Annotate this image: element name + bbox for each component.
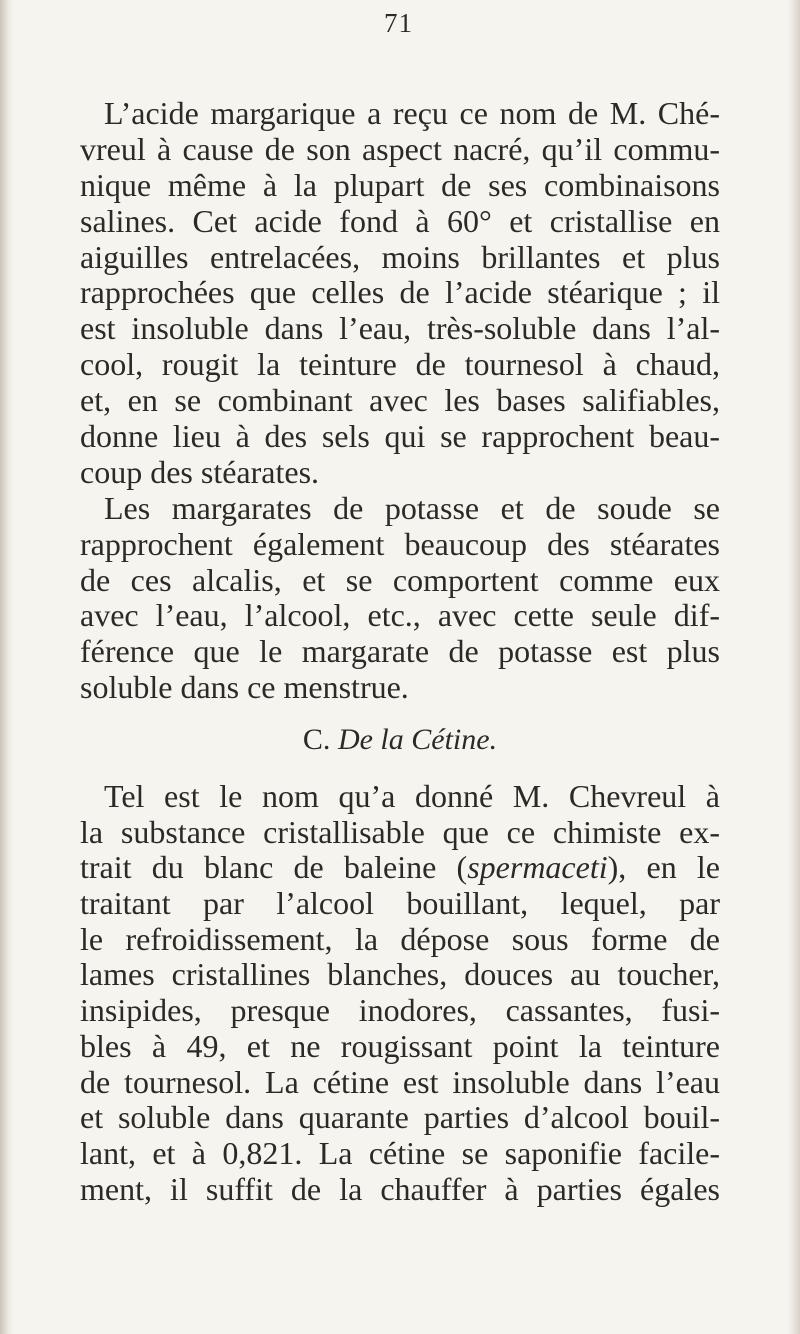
paragraph-3-line: lames cristallines blanches, douces au toucher,: [80, 957, 720, 993]
paragraph-1-line: rapprochées que celles de l’acide stéarique ; il: [80, 275, 720, 311]
paragraph-3-line: bles à 49, et ne rougissant point la teinture: [80, 1028, 720, 1064]
paragraph-1-line: coup des stéarates.: [80, 454, 320, 490]
paragraph-3-line: Tel est le nom qu’a donné M. Chevreul à: [104, 779, 720, 814]
paragraph-1-line: nique même à la plupart de ses combinaisons: [80, 167, 720, 203]
paragraph-1-line: donne lieu à des sels qui se rapprochent beau-: [80, 419, 720, 455]
latin-term: spermaceti: [467, 850, 608, 886]
paragraph-3-line: insipides, presque inodores, cassantes, fusi-: [80, 993, 720, 1029]
body-text-bottom: [80, 779, 720, 1207]
section-letter: C.: [302, 723, 331, 756]
paragraph-2-line: avec l’eau, l’alcool, etc., avec cette seule dif-: [80, 598, 720, 634]
page-number: 71: [384, 8, 413, 38]
paragraph-3-line: le refroidissement, la dépose sous forme de: [80, 921, 720, 957]
paragraph-1-line: vreul à cause de son aspect nacré, qu’il commu-: [80, 131, 720, 167]
paragraph-2-line: rapprochent également beaucoup des stéarates: [80, 526, 720, 562]
paragraph-1-line: est insoluble dans l’eau, très-soluble dans l’al-: [80, 311, 720, 347]
paragraph-2-line: Les margarates de potasse et de soude se: [104, 490, 720, 526]
paragraph-1-line: et, en se combinant avec les bases salifiables,: [80, 383, 720, 419]
line-text: trait du blanc de baleine (: [80, 850, 468, 886]
page-binding-shadow: [0, 0, 14, 1334]
paragraph-1-line: cool, rougit la teinture de tournesol à chaud,: [80, 347, 720, 383]
body-text-top: [80, 96, 720, 706]
paragraph-2-line: soluble dans ce menstrue.: [80, 670, 409, 706]
paragraph-3-line: traitant par l’alcool bouillant, lequel, par: [80, 886, 720, 922]
paragraph-3-line: la substance cristallisable que ce chimiste ex-: [80, 814, 720, 850]
paragraph-3-line: et soluble dans quarante parties d’alcool bouil-: [80, 1100, 720, 1136]
paragraph-1-line: aiguilles entrelacées, moins brillantes et plus: [80, 239, 720, 275]
line-text: ), en le: [607, 850, 720, 886]
paragraph-3-line: de tournesol. La cétine est insoluble dans l’eau: [80, 1064, 720, 1100]
paragraph-1-line: salines. Cet acide fond à 60° et cristallise en: [80, 203, 720, 239]
paragraph-3-line: ment, il suffit de la chauffer à parties égales: [80, 1171, 720, 1207]
paragraph-3-line: lant, et à 0,821. La cétine se saponifie facile-: [80, 1135, 720, 1171]
page-edge-shadow: [788, 0, 800, 1334]
section-title: De la Cétine.: [337, 723, 498, 756]
paragraph-2-line: férence que le margarate de potasse est plus: [80, 634, 720, 670]
paragraph-2-line: de ces alcalis, et se comportent comme eux: [80, 562, 720, 598]
paragraph-3-line: [80, 850, 720, 886]
paragraph-1-line: L’acide margarique a reçu ce nom de M. Ché-: [104, 96, 720, 131]
section-heading: [80, 722, 720, 758]
